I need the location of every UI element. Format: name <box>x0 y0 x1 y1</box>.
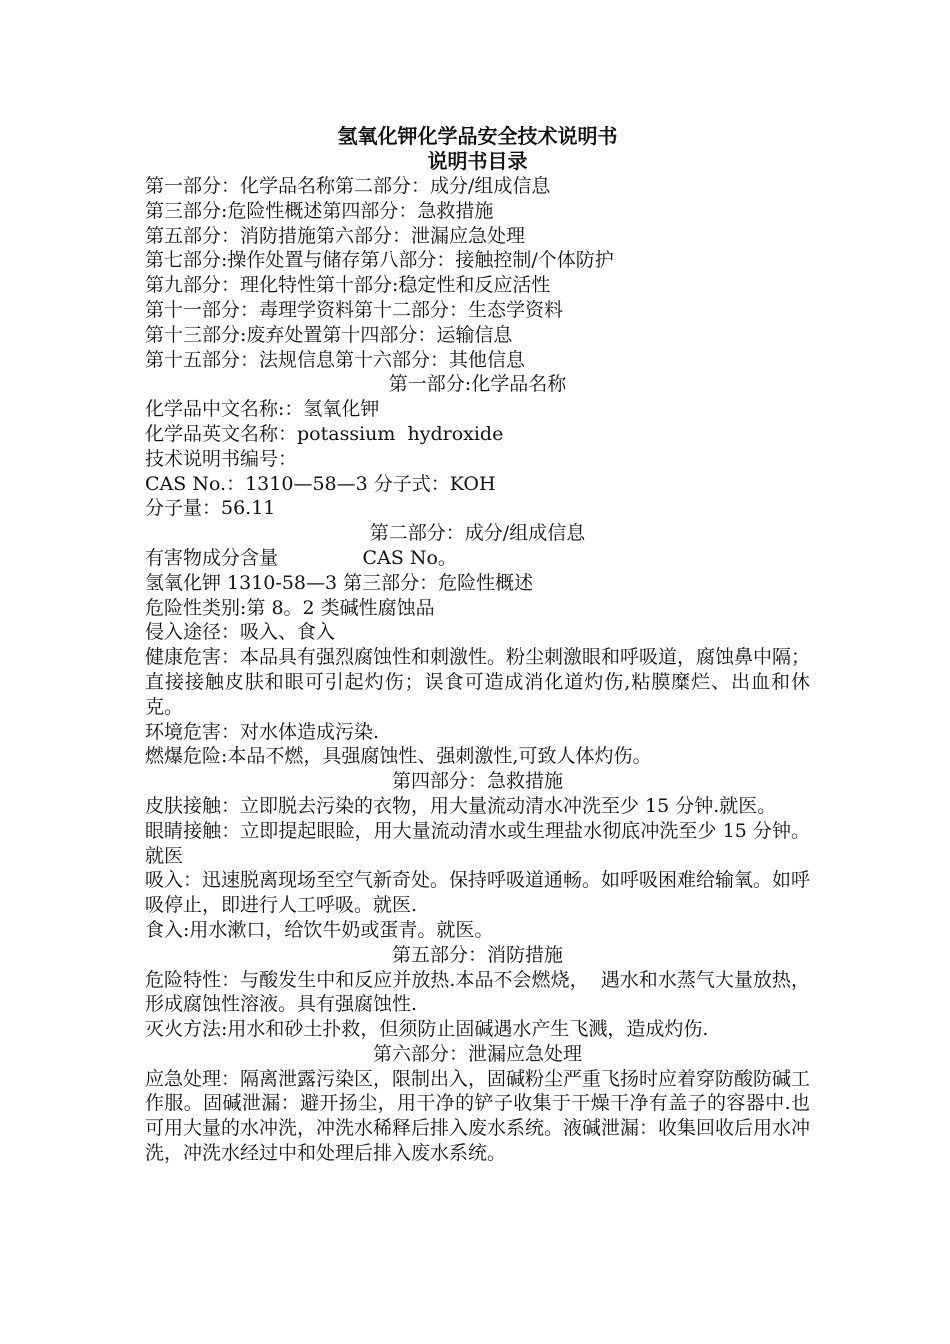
field-line: 危险性类别:第 8。2 类碱性腐蚀品 <box>145 596 435 619</box>
field-line: 燃爆危险:本品不燃，具强腐蚀性、强刺激性,可致人体灼伤。 <box>145 745 652 768</box>
toc-line: 第十三部分:废弃处置第十四部分：运输信息 <box>145 323 513 346</box>
paragraph: 健康危害：本品具有强烈腐蚀性和刺激性。粉尘刺激眼和呼吸道，腐蚀鼻中隔；直接接触皮肤和眼可引起灼伤；误食可造成消化道灼伤,粘膜糜烂、出血和休克。 <box>145 646 811 718</box>
toc-line: 第一部分：化学品名称第二部分：成分/组成信息 <box>145 175 551 197</box>
section-heading: 第六部分：泄漏应急处理 <box>372 1042 582 1065</box>
toc-line: 第五部分：消防措施第六部分：泄漏应急处理 <box>145 224 526 247</box>
section-heading: 第二部分：成分/组成信息 <box>369 522 586 545</box>
toc-title: 说明书目录 <box>427 149 528 173</box>
table-of-contents <box>145 174 810 372</box>
field-line: 环境危害：对水体造成污染. <box>145 720 380 743</box>
field-line: 化学品英文名称：potassium hydroxide <box>145 422 504 445</box>
field-line: CAS No.：1310—58—3 分子式：KOH <box>145 472 496 495</box>
field-line: 食入:用水漱口，给饮牛奶或蛋青。就医。 <box>145 918 494 941</box>
field-line: 有害物成分含量 CAS No。 <box>145 546 457 569</box>
field-line: 侵入途径：吸入、食入 <box>145 621 336 644</box>
paragraph: 吸入：迅速脱离现场至空气新奇处。保持呼吸道通畅。如呼吸困难给输氧。如呼吸停止，即进行人工呼吸。就医. <box>145 869 811 917</box>
field-line: 灭火方法:用水和砂土扑救，但须防止固碱遇水产生飞溅，造成灼伤. <box>145 1018 709 1041</box>
section-heading: 第一部分:化学品名称 <box>388 373 567 396</box>
toc-line: 第九部分：理化特性第十部分:稳定性和反应活性 <box>145 274 551 297</box>
document-page <box>145 124 823 1166</box>
field-line: 氢氧化钾 1310-58—3 第三部分：危险性概述 <box>145 571 534 594</box>
paragraph: 眼睛接触：立即提起眼睑，用大量流动清水或生理盐水彻底冲洗至少 15 分钟。就医 <box>145 819 810 867</box>
toc-line: 第七部分:操作处置与储存第八部分：接触控制/个体防护 <box>145 249 614 272</box>
toc-line: 第十一部分：毒理学资料第十二部分：生态学资料 <box>145 298 564 321</box>
toc-line: 第三部分:危险性概述第四部分：急救措施 <box>145 199 494 222</box>
paragraph: 危险特性：与酸发生中和反应并放热.本品不会燃烧， 遇水和水蒸气大量放热， 形成腐蚀性溶液。具有强腐蚀性. <box>145 968 823 1016</box>
paragraph: 皮肤接触：立即脱去污染的衣物，用大量流动清水冲洗至少 15 分钟.就医。 <box>145 794 777 817</box>
field-line: 技术说明书编号： <box>145 447 298 470</box>
document-title: 氢氧化钾化学品安全技术说明书 <box>337 124 618 148</box>
section-heading: 第四部分：急救措施 <box>391 770 563 793</box>
field-line: 化学品中文名称:：氢氧化钾 <box>145 398 380 421</box>
toc-line: 第十五部分：法规信息第十六部分：其他信息 <box>145 348 526 371</box>
section-heading: 第五部分：消防措施 <box>391 943 563 966</box>
paragraph: 应急处理：隔离泄露污染区，限制出入，固碱粉尘严重飞扬时应着穿防酸防碱工作服。固碱泄漏：避开扬尘，用干净的铲子收集于干燥干净有盖子的容器中.也可用大量的水冲洗，冲洗水稀释后排入废水系统。液碱泄漏：收集回收后用水冲洗，冲洗水经过中和处理后排入废水系统。 <box>145 1067 811 1165</box>
field-line: 分子量：56.11 <box>145 497 276 520</box>
